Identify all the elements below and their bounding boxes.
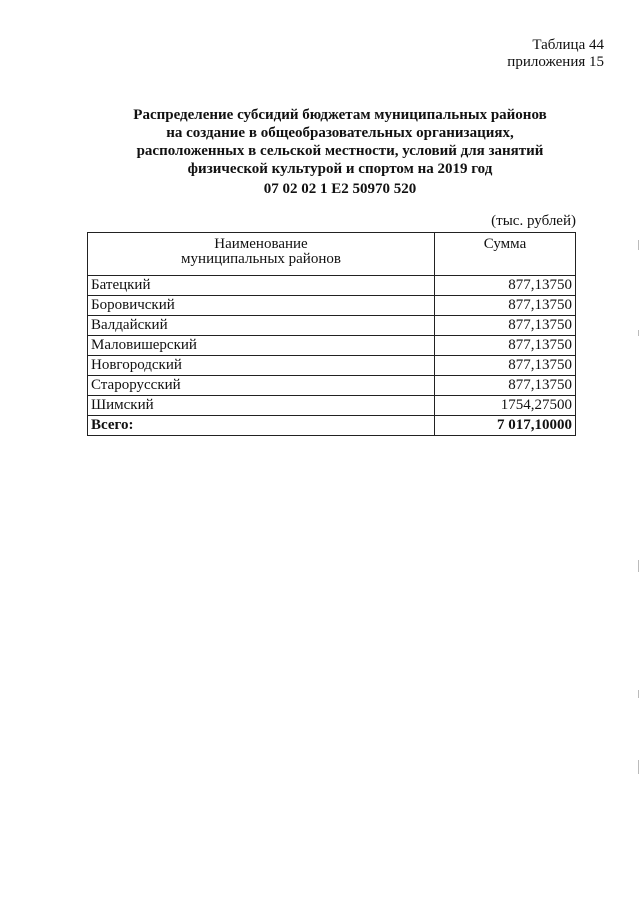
district-sum: 877,13750 [435, 316, 576, 336]
column-header-name-line-2: муниципальных районов [181, 251, 341, 267]
subsidy-table [87, 232, 576, 436]
table-row [88, 356, 576, 376]
budget-classification-code: 07 02 02 1 E2 50970 520 [263, 181, 417, 197]
title-line-1: Распределение субсидий бюджетам муниципальных районов [133, 107, 547, 123]
title-line-4: физической культурой и спортом на 2019 год [187, 161, 493, 177]
title-line-3: расположенных в сельской местности, условий для занятий [136, 143, 544, 159]
table-row [88, 396, 576, 416]
table-number: Таблица 44 [532, 37, 604, 53]
title-line-2: на создание в общеобразовательных организациях, [166, 125, 514, 141]
appendix-reference [507, 37, 604, 71]
district-name: Боровичский [88, 296, 435, 316]
district-sum: 877,13750 [435, 276, 576, 296]
district-name: Валдайский [88, 316, 435, 336]
units-label: (тыс. рублей) [491, 213, 576, 229]
district-sum: 877,13750 [435, 336, 576, 356]
district-sum: 1754,27500 [435, 396, 576, 416]
table-row [88, 376, 576, 396]
column-header-name-line-1: Наименование [214, 236, 308, 252]
district-name: Старорусский [88, 376, 435, 396]
district-name: Шимский [88, 396, 435, 416]
district-sum: 877,13750 [435, 296, 576, 316]
district-name: Батецкий [88, 276, 435, 296]
district-name: Маловишерский [88, 336, 435, 356]
table-row [88, 276, 576, 296]
district-sum: 877,13750 [435, 356, 576, 376]
column-header-name [88, 233, 435, 276]
table-header-row [88, 233, 576, 276]
total-label: Всего: [88, 416, 435, 436]
table-row [88, 336, 576, 356]
total-sum: 7 017,10000 [435, 416, 576, 436]
total-row [88, 416, 576, 436]
table-row [88, 296, 576, 316]
scan-edge-marks [636, 0, 640, 905]
district-sum: 877,13750 [435, 376, 576, 396]
column-header-sum: Сумма [435, 233, 576, 276]
appendix-number: приложения 15 [507, 54, 604, 70]
table-row [88, 316, 576, 336]
document-title [60, 106, 620, 178]
district-name: Новгородский [88, 356, 435, 376]
